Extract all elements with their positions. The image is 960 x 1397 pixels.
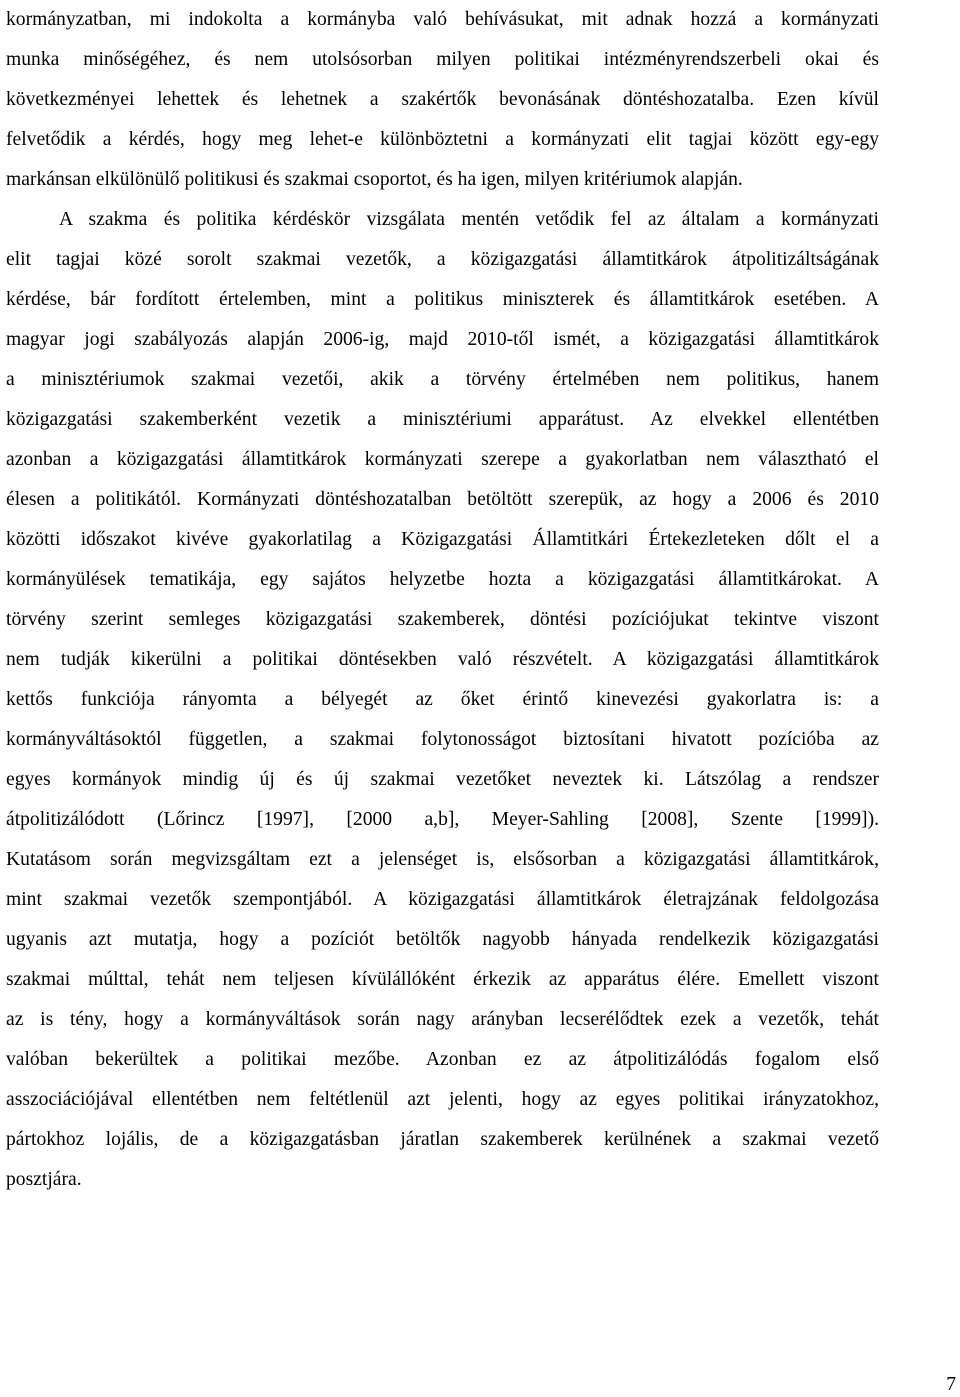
text-line: pártokhoz lojális, de a közigazgatásban járatlan szakemberek kerülnének a szakmai vezető xyxy=(6,1129,879,1150)
text-line: az is tény, hogy a kormányváltások során nagy arányban lecserélődtek ezek a vezetők, tehát xyxy=(6,1009,879,1030)
text-line: mint szakmai vezetők szempontjából. A közigazgatási államtitkárok életrajzának feldolgozása xyxy=(6,889,879,910)
text-line: kérdése, bár fordított értelemben, mint a politikus miniszterek és államtitkárok esetében. A xyxy=(6,289,879,310)
text-line: szakmai múlttal, tehát nem teljesen kívülállóként érkezik az apparátus élére. Emellett viszont xyxy=(6,969,879,990)
text-line: kettős funkciója rányomta a bélyegét az őket érintő kinevezési gyakorlatra is: a xyxy=(6,689,879,710)
text-line: kormányváltásoktól független, a szakmai folytonosságot biztosítani hivatott pozícióba az xyxy=(6,729,879,750)
text-line: közigazgatási szakemberként vezetik a minisztériumi apparátust. Az elvekkel ellentétben xyxy=(6,409,879,430)
text-line: azonban a közigazgatási államtitkárok kormányzati szerepe a gyakorlatban nem választható el xyxy=(6,449,879,470)
text-line: egyes kormányok mindig új és új szakmai vezetőket neveztek ki. Látszólag a rendszer xyxy=(6,769,879,790)
text-line: felvetődik a kérdés, hogy meg lehet-e különböztetni a kormányzati elit tagjai között egy-egy xyxy=(6,129,879,150)
text-line: munka minőségéhez, és nem utolsósorban milyen politikai intézményrendszerbeli okai és xyxy=(6,49,879,70)
text-line: a minisztériumok szakmai vezetői, akik a törvény értelmében nem politikus, hanem xyxy=(6,369,879,390)
text-line: élesen a politikától. Kormányzati döntéshozatalban betöltött szerepük, az hogy a 2006 és 2010 xyxy=(6,489,879,510)
text-line: magyar jogi szabályozás alapján 2006-ig, majd 2010-től ismét, a közigazgatási államtitkárok xyxy=(6,329,879,350)
text-line: következményei lehettek és lehetnek a szakértők bevonásának döntéshozatalba. Ezen kívül xyxy=(6,89,879,110)
text-line: kormányülések tematikája, egy sajátos helyzetbe hozta a közigazgatási államtitkárokat. A xyxy=(6,569,879,590)
text-line: asszociációjával ellentétben nem feltétlenül azt jelenti, hogy az egyes politikai irányzatokhoz, xyxy=(6,1089,879,1110)
text-line: törvény szerint semleges közigazgatási szakemberek, döntési pozíciójukat tekintve viszont xyxy=(6,609,879,630)
text-line: ugyanis azt mutatja, hogy a pozíciót betöltők nagyobb hányada rendelkezik közigazgatási xyxy=(6,929,879,950)
document-body xyxy=(6,0,879,1200)
text-line: markánsan elkülönülő politikusi és szakmai csoportot, és ha igen, milyen kritériumok alapján. xyxy=(6,169,743,190)
text-line: közötti időszakot kivéve gyakorlatilag a Közigazgatási Államtitkári Értekezleteken dőlt el a xyxy=(6,529,879,550)
text-line: valóban bekerültek a politikai mezőbe. Azonban ez az átpolitizálódás fogalom első xyxy=(6,1049,879,1070)
text-line: kormányzatban, mi indokolta a kormányba való behívásukat, mit adnak hozzá a kormányzati xyxy=(6,9,879,30)
text-line: posztjára. xyxy=(6,1169,82,1190)
page-number: 7 xyxy=(946,1374,956,1395)
text-line: Kutatásom során megvizsgáltam ezt a jelenséget is, elsősorban a közigazgatási államtitkárok, xyxy=(6,849,879,870)
paragraph-first-line: A szakma és politika kérdéskör vizsgálata mentén vetődik fel az általam a kormányzati xyxy=(59,209,879,230)
text-line: elit tagjai közé sorolt szakmai vezetők, a közigazgatási államtitkárok átpolitizáltságának xyxy=(6,249,879,270)
text-line: nem tudják kikerülni a politikai döntésekben való részvételt. A közigazgatási államtitkárok xyxy=(6,649,879,670)
text-line: átpolitizálódott (Lőrincz [1997], [2000 a,b], Meyer-Sahling [2008], Szente [1999]). xyxy=(6,809,879,830)
